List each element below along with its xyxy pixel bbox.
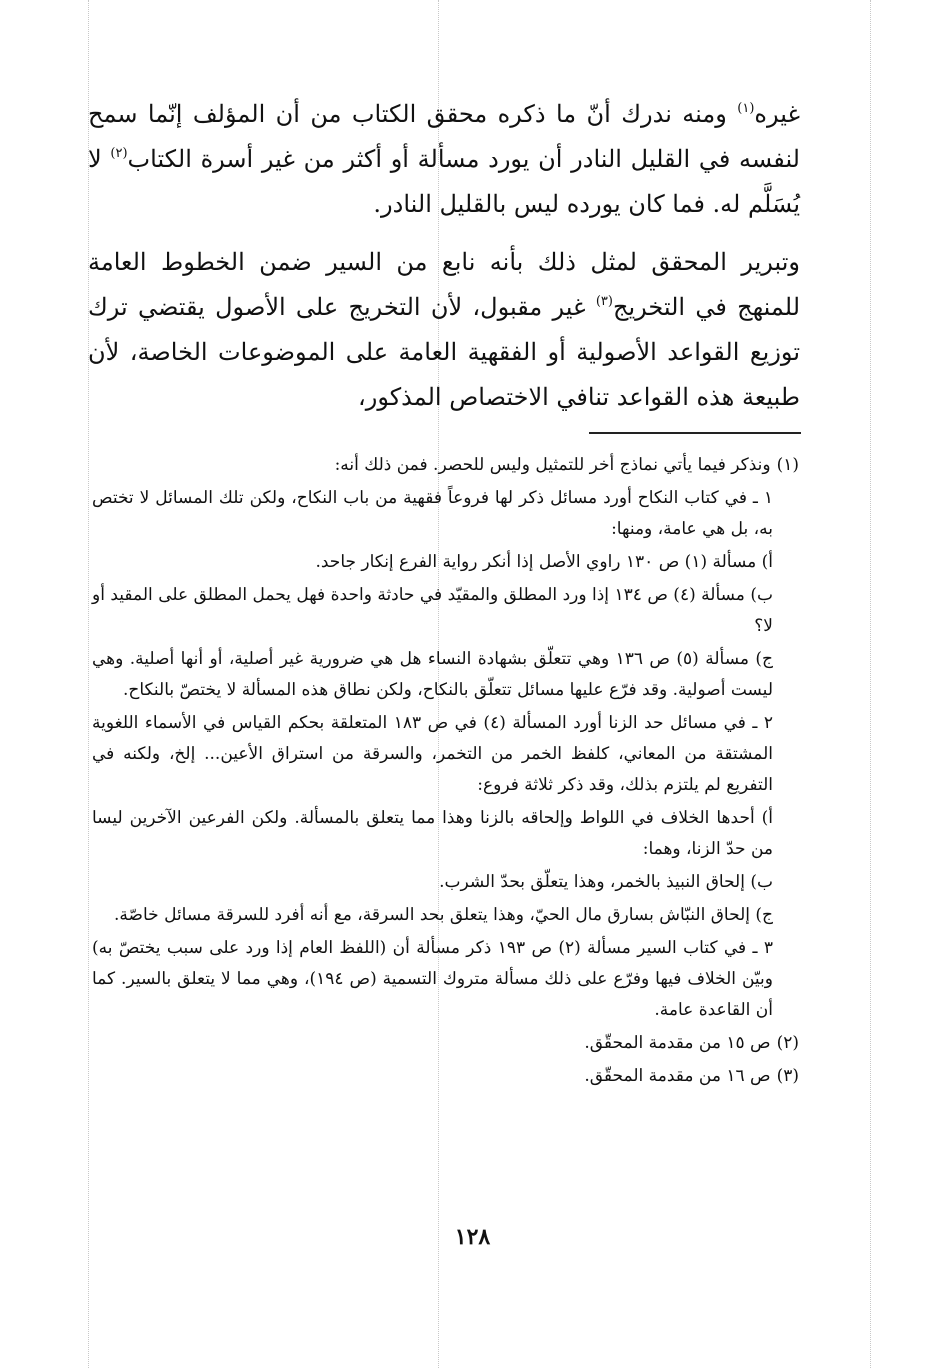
text-run: وتبرير المحقق لمثل ذلك بأنه نابع من السير ضمن الخطوط العامة للمنهج في التخريج <box>88 248 801 321</box>
footnote-ref-3[interactable]: (٣) <box>595 294 613 309</box>
footnote-item-2b: ب) إلحاق النبيذ بالخمر، وهذا يتعلّق بحدّ الشرب. <box>439 872 773 892</box>
footnote-item-1: ١ ـ في كتاب النكاح أورد مسائل ذكر لها فروعاً فقهية من باب النكاح، ولكن تلك المسائل لا تختص به، بل هي عامة، ومنها: <box>92 488 773 539</box>
footnote-3 <box>92 1061 799 1092</box>
footnote-item-2c: ج) إلحاق النبّاش بسارق مال الحيّ، وهذا يتعلق بحد السرقة، مع أنه أفرد للسرقة مسائل خاصّة. <box>114 905 773 925</box>
footnote-item-1c: ج) مسألة (٥) ص ١٣٦ وهي تتعلّق بشهادة النساء هل هي ضرورية غير أصلية، أو أنها أصلية. وهي ليست أصولية. وقد فرّع عليها مسائل تتعلّق بالنكاح، ولكن نطاق هذه المسألة لا يختصّ بالنكاح. <box>92 649 773 700</box>
scan-dotted-line-right <box>870 0 871 1368</box>
text-run: غيره <box>754 100 800 128</box>
footnote-item-2: ٢ ـ في مسائل حد الزنا أورد المسألة (٤) في ص ١٨٣ المتعلقة بحكم القياس في الأسماء اللغوية المشتقة من المعاني، كلفظ الخمر من التخمر، والسرقة من استراق الأعين... إلخ، ولكنه في التفريع لم يلتزم بذلك، وقد ذكر ثلاثة فروع: <box>92 713 774 795</box>
footnotes <box>92 450 799 1094</box>
footnote-1 <box>92 450 799 481</box>
text-run: ومنه ندرك أنّ ما ذكره محقق الكتاب من أن المؤلف إنّما سمح لنفسه في القليل النادر أن يورد مسألة أو أكثر من غير أسرة الكتاب <box>88 100 800 173</box>
footnote-item-2a: أ) أحدها الخلاف في اللواط وإلحاقه بالزنا وهذا مما يتعلق بالمسألة. ولكن الفرعين الآخرين ليسا من حدّ الزنا، وهما: <box>92 808 773 859</box>
footnote-2-number: (٢) <box>776 1033 799 1053</box>
paragraph-2 <box>88 240 800 420</box>
footnote-ref-2[interactable]: (٢) <box>110 146 128 161</box>
paragraph-1 <box>88 92 800 227</box>
footnote-3-text: ص ١٦ من مقدمة المحقّق. <box>584 1066 771 1086</box>
footnote-1-text: ونذكر فيما يأتي نماذج أخر للتمثيل وليس للحصر. فمن ذلك أنه: <box>334 455 771 475</box>
footnote-1-number: (١) <box>776 455 799 475</box>
text-run: لا يُسَلَّم له. فما كان يورده ليس بالقليل النادر. <box>88 145 800 218</box>
footnote-separator <box>589 432 801 434</box>
page-number: ١٢٨ <box>454 1224 491 1250</box>
footnote-item-1a: أ) مسألة (١) ص ١٣٠ راوي الأصل إذا أنكر رواية الفرع إنكار جاحد. <box>315 552 773 572</box>
footnote-3-number: (٣) <box>776 1066 799 1086</box>
text-run: غير مقبول، لأن التخريج على الأصول يقتضي ترك توزيع القواعد الأصولية أو الفقهية العامة على الموضوعات الخاصة، لأن طبيعة هذه القواعد تنافي الاختصاص المذكور، <box>88 293 801 411</box>
main-text <box>88 92 800 420</box>
footnote-2 <box>92 1028 799 1059</box>
footnote-item-1b: ب) مسألة (٤) ص ١٣٤ إذا ورد المطلق والمقيّد في حادثة واحدة فهل يحمل المطلق على المقيد أو لا؟ <box>92 585 773 636</box>
footnote-2-text: ص ١٥ من مقدمة المحقّق. <box>584 1033 771 1053</box>
footnote-item-3: ٣ ـ في كتاب السير مسألة (٢) ص ١٩٣ ذكر مسألة أن (اللفظ العام إذا ورد على سبب يختصّ به) وبيّن الخلاف فيها وفرّع على ذلك مسألة متروك التسمية (ص ١٩٤)، وهي مما لا يتعلق بالسير. كما أن القاعدة عامة. <box>92 938 773 1020</box>
footnote-ref-1[interactable]: (١) <box>737 101 755 116</box>
